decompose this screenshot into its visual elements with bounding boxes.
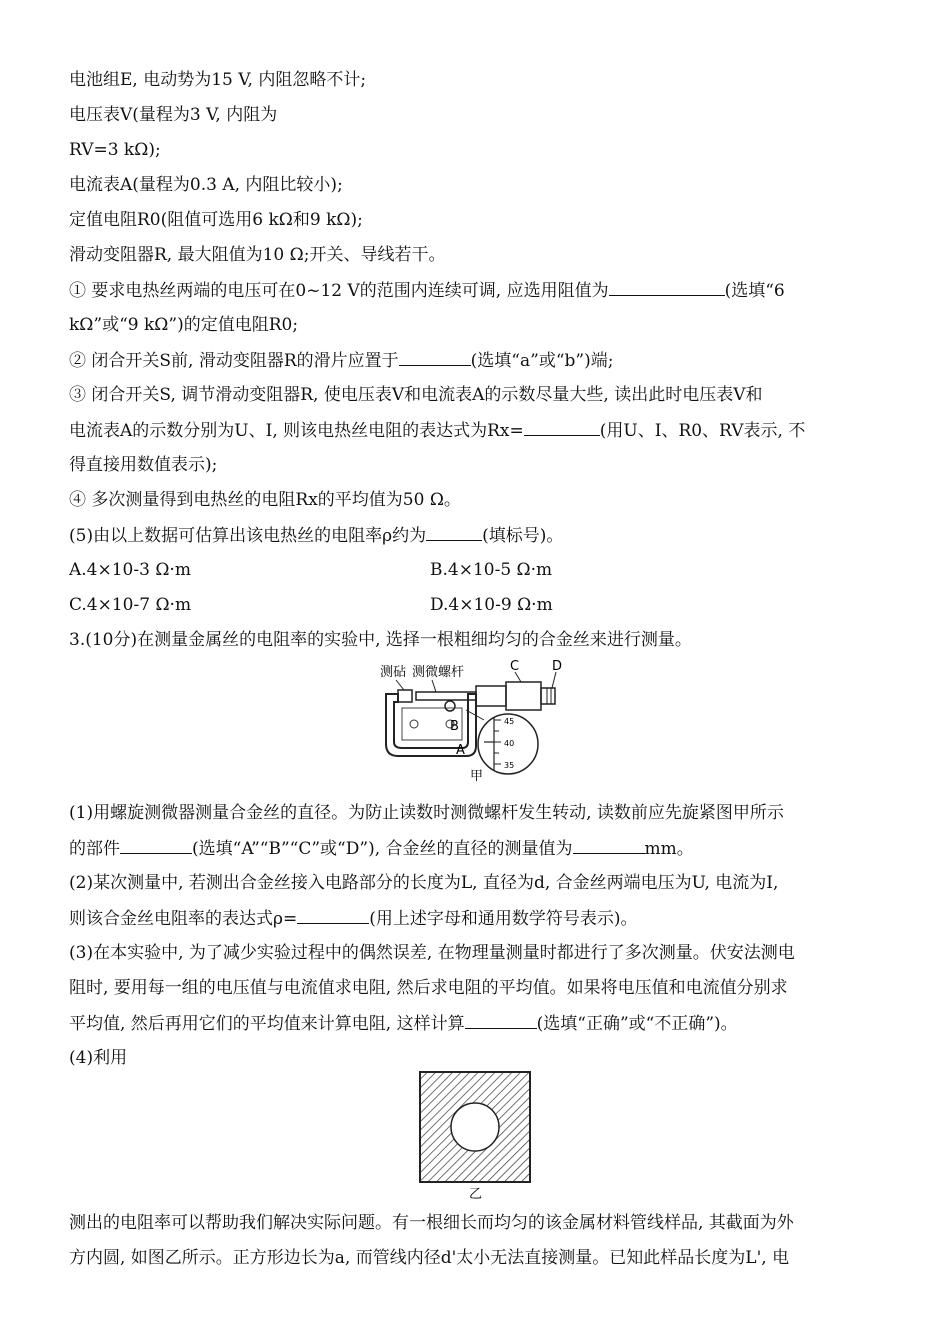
text-line-battery: 电池组E, 电动势为15 V, 内阻忽略不计; [69,70,367,90]
problem-3-part-3 [69,1012,738,1035]
label-b: B [450,719,459,734]
question-1 [69,279,785,302]
text-line-p3-4: (4)利用 [69,1048,128,1068]
question-1-text: ① 要求电热丝两端的电压可在0~12 V的范围内连续可调, 应选用阻值为 [69,281,609,301]
text-line-voltmeter-resistance: RV=3 kΩ); [69,140,161,160]
answer-blank-p3-2[interactable] [297,907,369,924]
caption-jia: 甲 [470,769,484,784]
option-d[interactable]: D.4×10-9 Ω·m [430,595,553,615]
p3-3-text: 平均值, 然后再用它们的平均值来计算电阻, 这样计算 [69,1014,465,1034]
scale-40: 40 [504,739,515,748]
text-line-q3-cont: 得直接用数值表示); [69,455,218,475]
p3-3-tail: (选填“正确”或“不正确”)。 [536,1014,738,1034]
question-5-text: (5)由以上数据可估算出该电热丝的电阻率ρ约为 [69,526,427,546]
answer-blank-5[interactable] [426,524,482,541]
problem-3-part-1 [69,837,694,860]
text-line-voltmeter: 电压表V(量程为3 V, 内阻为 [69,105,278,125]
inner-hole [451,1103,499,1151]
caption-yi: 乙 [469,1187,483,1202]
text-line-rheostat: 滑动变阻器R, 最大阻值为10 Ω;开关、导线若干。 [69,245,446,265]
text-line-p3-4b: 测出的电阻率可以帮助我们解决实际问题。有一根细长而均匀的该金属材料管线样品, 其截面为外 [69,1213,794,1233]
ratchet [541,688,555,704]
question-5 [69,524,563,547]
answer-blank-2[interactable] [399,349,471,366]
question-3-tail: (用U、I、R0、RV表示, 不 [599,421,806,441]
question-1-tail: (选填“6 [724,281,785,301]
question-2-text: ② 闭合开关S前, 滑动变阻器R的滑片应置于 [69,351,399,371]
text-line-p3-1: (1)用螺旋测微器测量合金丝的直径。为防止读数时测微螺杆发生转动, 读数前应先旋紧图甲所示 [69,803,784,823]
lock-knob [445,701,455,711]
label-d: D [552,659,563,674]
answer-blank-p3-1a[interactable] [120,837,192,854]
options-row-2 [69,594,889,616]
text-line-fixed-resistor: 定值电阻R0(阻值可选用6 kΩ和9 kΩ); [69,210,363,230]
text-line-ammeter: 电流表A(量程为0.3 A, 内阻比较小); [69,175,343,195]
p3-1-text: 的部件 [69,839,120,859]
p3-1-mid: (选填“A”“B”“C”或“D”), 合金丝的直径的测量值为 [192,839,573,859]
p3-2-text: 则该合金丝电阻率的表达式ρ= [69,909,298,929]
problem-3-part-2 [69,907,638,930]
text-line-p3-4c: 方内圆, 如图乙所示。正方形边长为a, 而管线内径d'太小无法直接测量。已知此样品长度为L', 电 [69,1248,790,1268]
question-2 [69,349,613,372]
text-line-p3-2: (2)某次测量中, 若测出合金丝接入电路部分的长度为L, 直径为d, 合金丝两端电压为U, 电流为I, [69,873,779,893]
question-3-text: 电流表A的示数分别为U、I, 则该电热丝电阻的表达式为Rx= [69,421,524,441]
anvil [398,690,412,702]
text-line-p3-3b: 阻时, 要用每一组的电压值与电流值求电阻, 然后求电阻的平均值。如果将电压值和电流值分别求 [69,978,788,998]
text-line-p3-3: (3)在本实验中, 为了减少实验过程中的偶然误差, 在物理量测量时都进行了多次测量。伏安法测电 [69,943,795,963]
question-5-tail: (填标号)。 [482,526,564,546]
text-line-q3: ③ 闭合开关S, 调节滑动变阻器R, 使电压表V和电流表A的示数尽量大些, 读出此时电压表V和 [69,385,763,405]
text-line-q1-cont: kΩ”或“9 kΩ”)的定值电阻R0; [69,315,299,335]
problem-3-heading: 3.(10分)在测量金属丝的电阻率的实验中, 选择一根粗细均匀的合金丝来进行测量。 [69,630,692,650]
label-a: A [456,743,465,758]
sleeve [476,686,506,706]
p3-2-tail: (用上述字母和通用数学符号表示)。 [369,909,638,929]
question-3 [69,419,805,442]
micrometer-figure [376,656,576,786]
option-c[interactable]: C.4×10-7 Ω·m [69,595,192,615]
answer-blank-3[interactable] [524,419,600,436]
label-anvil: 测砧 [380,665,407,680]
question-2-tail: (选填“a”或“b”)端; [470,351,614,371]
answer-blank-1[interactable] [609,279,725,296]
scale-35: 35 [504,761,515,770]
answer-blank-p3-1b[interactable] [573,837,645,854]
scale-45: 45 [504,717,515,726]
options-row-1 [69,559,889,581]
label-spindle: 测微螺杆 [412,665,465,680]
option-b[interactable]: B.4×10-5 Ω·m [430,560,553,580]
label-c: C [510,659,520,674]
text-line-q4: ④ 多次测量得到电热丝的电阻Rx的平均值为50 Ω。 [69,490,461,510]
cross-section-figure [414,1068,538,1208]
p3-1-tail: mm。 [644,839,694,859]
thimble [506,682,541,710]
option-a[interactable]: A.4×10-3 Ω·m [69,560,191,580]
answer-blank-p3-3[interactable] [465,1012,537,1029]
